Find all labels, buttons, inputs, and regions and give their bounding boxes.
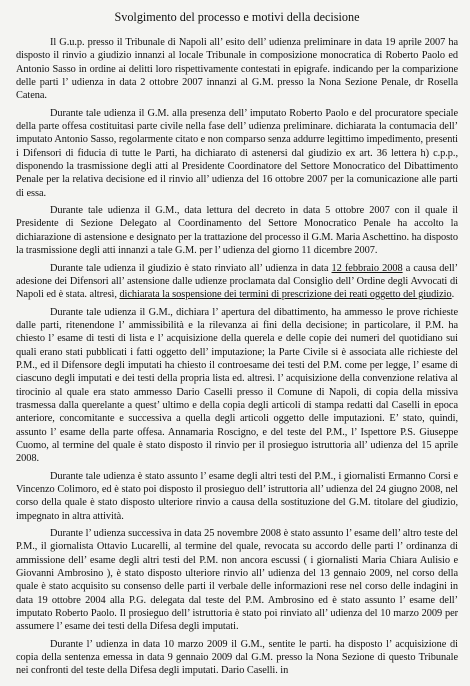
paragraph-text: Durante tale udienza il giudizio è stato rinviato all’ udienza in data — [50, 262, 332, 274]
document-title: Svolgimento del processo e motivi della decisione — [114, 10, 360, 24]
paragraph-text: Durante l’ udienza in data 10 marzo 2009 il G.M., sentite le parti. ha disposto l’ acquisizione di copia della sentenza emessa in data 9 gennaio 2009 dal G.M. presso la Nona Sezione di questo Tribunale nei confronti del teste della Difesa degli imputati. Dario Caselli. in — [16, 638, 458, 677]
body-paragraph — [16, 262, 458, 302]
paragraph-text: . — [451, 289, 455, 301]
body-paragraph — [16, 107, 458, 200]
paragraph-text: a causa dell’ adesione dei Difensori all’ astensione dalle udienze proclamata dal Consiglio dell’ Ordine degli Avvocati di Napoli ed è stata. altresì, — [16, 262, 458, 301]
body-paragraph — [16, 36, 458, 103]
paragraph-text: Durante tale udienza il G.M. alla presenza dell’ imputato Roberto Paolo e del procuratore speciale della parte offesa costituitasi parte civile nella fase dell’ udienza preliminare. dichiarata la contumacia dell’ imputato Antonio Sasso, regolarmente citato e non comparso senza addurre legittimo impedimento, presenti i Difensori di fiducia di tutte le Parti, ha dichiarato di astenersi dal giudizio ex art. 36 lettera h) c.p.p., disponendo la trasmissione degli atti al Presidente Coordinatore del Settore Monocratico del Dibattimento Penale per la relativa decisione ed il rinvio all’ udienza del 16 ottobre 2007 per la comunicazione alle parti di essa. — [16, 107, 458, 199]
underlined-text: 12 febbraio 2008 — [331, 262, 403, 274]
body-paragraph — [16, 527, 458, 634]
document-body — [16, 36, 458, 678]
paragraph-text: Durante tale udienza è stato assunto l’ esame degli altri testi del P.M., i giornalisti Ermanno Corsi e Vincenzo Colimoro, ed è stato poi disposto il prosieguo dell’ istruttoria all’ udienza del 24 giugno 2008, nel corso della quale è stato disposto ulteriore rinvio a causa della sostituzione del G.M. titolare del giudizio, impegnato in altra attività. — [16, 470, 458, 522]
body-paragraph — [16, 204, 458, 257]
underlined-text: dichiarata la sospensione dei termini di prescrizione dei reati oggetto del giudizio — [119, 289, 452, 301]
paragraph-text: Durante tale udienza il G.M., data lettura del decreto in data 5 ottobre 2007 con il quale il Presidente di Sezione Delegato al Coordinamento del Settore Monocratico Penale ha accolto la dichiarazione di astensione e designato per la trattazione del processo il G.M. Maria Aschettino. ha disposto la trasmissione degli atti innanzi a tale G.M. per l’ udienza del giorno 11 dicembre 2007. — [16, 205, 458, 257]
paragraph-text: Durante tale udienza il G.M., dichiara l’ apertura del dibattimento, ha ammesso le prove richieste dalle parti, ritenendone l’ ammissibilità e la rilevanza ai fini della decisione; in particolare, il P.M. ha chiesto l’ esame di testi di lista e l’ acquisizione della querela e delle copie dei numeri del quotidiano sui quali erano stati pubblicati i fatti oggetto dell’ imputazione; la Parte Civile si è associata alle richieste del P.M., ed il Difensore degli imputati ha chiesto il controesame dei testi del P.M. come per legge, l’ esame di ciascuno degli imputati e dei testi della propria lista ed. altresì. l’ acquisizione della convenzione relativa al tirocinio al quale era stato ammesso Dario Caselli presso il Comune di Napoli, di copia della missiva trasmessa dalla querelante a quest’ ultimo e della copia degli articoli di stampa redatti dal Caselli in epoca anteriore, concomitante e successiva a quella degli articoli oggetto delle imputazioni. E’ stato, quindi, assunto l’ esame della parte offesa. Annamaria Roscigno, e del teste del P.M., l’ Ispettore P.S. Giuseppe Cuomo, al termine del quale è stato disposto il rinvio per il prosieguo istruttoria all’ udienza del 15 aprile 2008. — [16, 306, 458, 465]
paragraph-text: Durante l’ udienza successiva in data 25 novembre 2008 è stato assunto l’ esame dell’ altro teste del P.M., il giornalista Ottavio Lucarelli, al termine del quale, revocata su accordo delle parti l’ ordinanza di ammissione dell’ esame degli altri testi del P.M. non ancora escussi ( i giornalisti Maria Chiara Aulisio e Giovanni Ambrosino ), è stato disposto ulteriore rinvio all’ udienza del 13 gennaio 2009, nel corso della quale è stato acquisito su consenso delle parti il verbale delle informazioni rese nel corso delle indagini in data 19 ottobre 2004 alla P.G. delegata dal teste del P.M. Ambrosino ed è stato assunto l’ esame dell’ imputato Roberto Paolo. Il prosieguo dell’ istruttoria è stato poi rinviato all’ udienza del 10 marzo 2009 per assumere l’ esame dei testi della Difesa degli imputati. — [16, 528, 458, 633]
body-paragraph — [16, 638, 458, 678]
body-paragraph — [16, 306, 458, 466]
paragraph-text: Il G.u.p. presso il Tribunale di Napoli all’ esito dell’ udienza preliminare in data 19 aprile 2007 ha disposto il rinvio a giudizio innanzi al locale Tribunale in composizione monocratica di Roberto Paolo ed Antonio Sasso in ordine ai delitti loro rispettivamente contestati in epigrafe. indicando per la comparizione delle parti l’ udienza in data 2 ottobre 2007 innanzi al G.M. presso la Nona Sezione Penale, dr Rosella Catena. — [16, 37, 458, 102]
body-paragraph — [16, 470, 458, 523]
